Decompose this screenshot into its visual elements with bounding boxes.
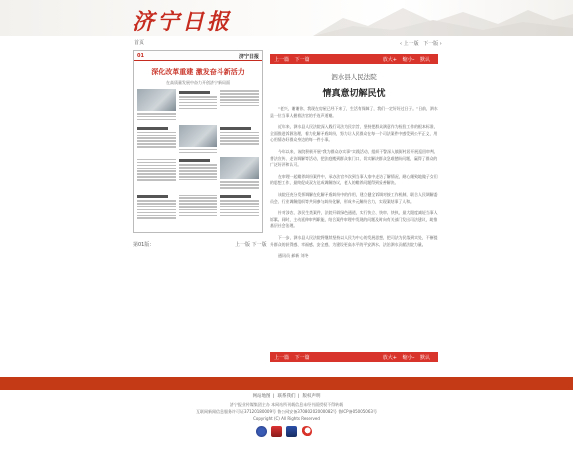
next-article-link[interactable]: 下一篇: [294, 56, 310, 63]
article-author: 通讯员 郝新 刘冬: [278, 253, 309, 259]
police-badge-icon[interactable]: [256, 426, 267, 437]
next-page-link[interactable]: 下一版 ›: [423, 41, 442, 47]
footer-link[interactable]: 版权声明: [302, 394, 321, 399]
page-thumbnail[interactable]: [133, 50, 263, 233]
footer-link[interactable]: 联系我们: [277, 394, 296, 399]
prev-article-link[interactable]: 上一篇: [274, 56, 290, 63]
article-toolbar-top: [270, 54, 438, 64]
article-paragraph: 近年来，泗水县人民法院深入践行司法为民宗旨，坚持把群众满意作为检验工作的根本标准，全面推进诉源治理，着力化解矛盾纠纷，努力让人民群众在每一个司法案件中感受到公平正义，用心用情办好群众身边的每一件小事。: [270, 124, 438, 143]
article-paragraph: 该院还充分发挥调解在化解矛盾纠纷中的作用，建立健全诉调对接工作机制，联合人民调解委员会、行业调解组织等共同参与纠纷化解，形成多元解纷合力，实现案结事了人和。: [270, 191, 438, 204]
default-size-button[interactable]: 默认: [419, 354, 430, 361]
report-badge-icon[interactable]: [271, 426, 282, 437]
landscape-decoration: [313, 0, 573, 36]
zoom-out-button[interactable]: 缩小-: [402, 56, 415, 63]
page-label: 首页: [134, 40, 145, 46]
article-title: 情真意切解民忧: [322, 89, 386, 99]
article-subtitle: 泗水县人民法院: [331, 73, 377, 81]
footer-badges: [256, 426, 312, 437]
article-paragraph: “老兴，谢谢你，我现在房屋已经下来了，生活有保障了，我们一定好好过日子。”日前，泗水县一位当事人握着法官的手连声道谢。: [270, 106, 438, 118]
site-logo[interactable]: 济宁日报: [132, 9, 233, 35]
footer-links: 网站地图 | 联系我们 | 版权声明: [252, 394, 321, 399]
article-toolbar-bottom: [270, 352, 438, 362]
article: [270, 66, 438, 259]
civilization-badge-icon[interactable]: [301, 426, 312, 437]
article-paragraph: 今年以来，该院积极开展“我为群众办实事”实践活动，组织干警深入镇街村居开展巡回审判、普法宣传、走访调解等活动，把法庭搬到群众家门口，切实解决群众急难愁盼问题，赢得了群众的广泛好评和认可。: [270, 148, 438, 168]
bottom-pager: [235, 241, 267, 248]
zoom-in-button[interactable]: 放大+: [382, 56, 397, 63]
bottom-prev-page-link[interactable]: 上一版: [235, 242, 251, 248]
article-paragraph: 在审理一起赡养纠纷案件中，承办法官多次到当事人家中走访了解情况，耐心细致地做子女们的思想工作，最终促成双方达成调解协议，老人的赡养问题得到妥善解决。: [270, 173, 438, 186]
zoom-out-button[interactable]: 缩小-: [402, 354, 415, 361]
footer-line-2: 互联网新闻信息服务许可证37120180009号 鲁公网安备37080202000082号 鲁ICP备05005063号: [196, 409, 377, 414]
footer-line-3: Copyright (C) All Rights Reserved: [253, 416, 320, 421]
default-size-button[interactable]: 默认: [419, 56, 430, 63]
bottom-next-page-link[interactable]: 下一版: [251, 242, 267, 248]
next-article-link[interactable]: 下一篇: [294, 354, 310, 361]
article-paragraph: 针对涉农、涉民生类案件，法院开辟绿色通道，实行快立、快审、快执，最大限度减轻当事人诉累。同时，主动延伸审判职能，结合案件审理中发现的问题及时向有关部门发出司法建议，助推基层社会治理。: [270, 210, 438, 229]
masthead: [0, 0, 573, 36]
thumbnail-headline: 深化改革重建 激发奋斗新活力: [151, 68, 245, 76]
edition-label: 第01版：: [133, 242, 155, 248]
thumbnail-body: [134, 89, 262, 220]
footer-link[interactable]: 网站地图: [252, 394, 271, 399]
article-paragraph: 下一步，泗水县人民法院将继续坚持以人民为中心的发展思想，把司法为民落到实处，不断提升群众的获得感、幸福感、安全感，为建设更高水平的平安泗水、法治泗水贡献法院力量。: [270, 234, 438, 247]
footer-bar: [0, 377, 573, 390]
top-pager: [400, 40, 445, 47]
prev-page-link[interactable]: ‹ 上一版: [400, 41, 419, 47]
prev-article-link[interactable]: 上一篇: [274, 354, 290, 361]
zoom-in-button[interactable]: 放大+: [382, 354, 397, 361]
credential-badge-icon[interactable]: [286, 426, 297, 437]
thumbnail-subheadline: 在高质量发展中奋力开创济宁新局面: [166, 80, 230, 85]
thumbnail-header: 01 济宁日报: [134, 51, 262, 61]
footer-line-1: 济宁报业传媒集团主办 本网站所刊载信息未经书面授权不得转载: [229, 402, 344, 407]
